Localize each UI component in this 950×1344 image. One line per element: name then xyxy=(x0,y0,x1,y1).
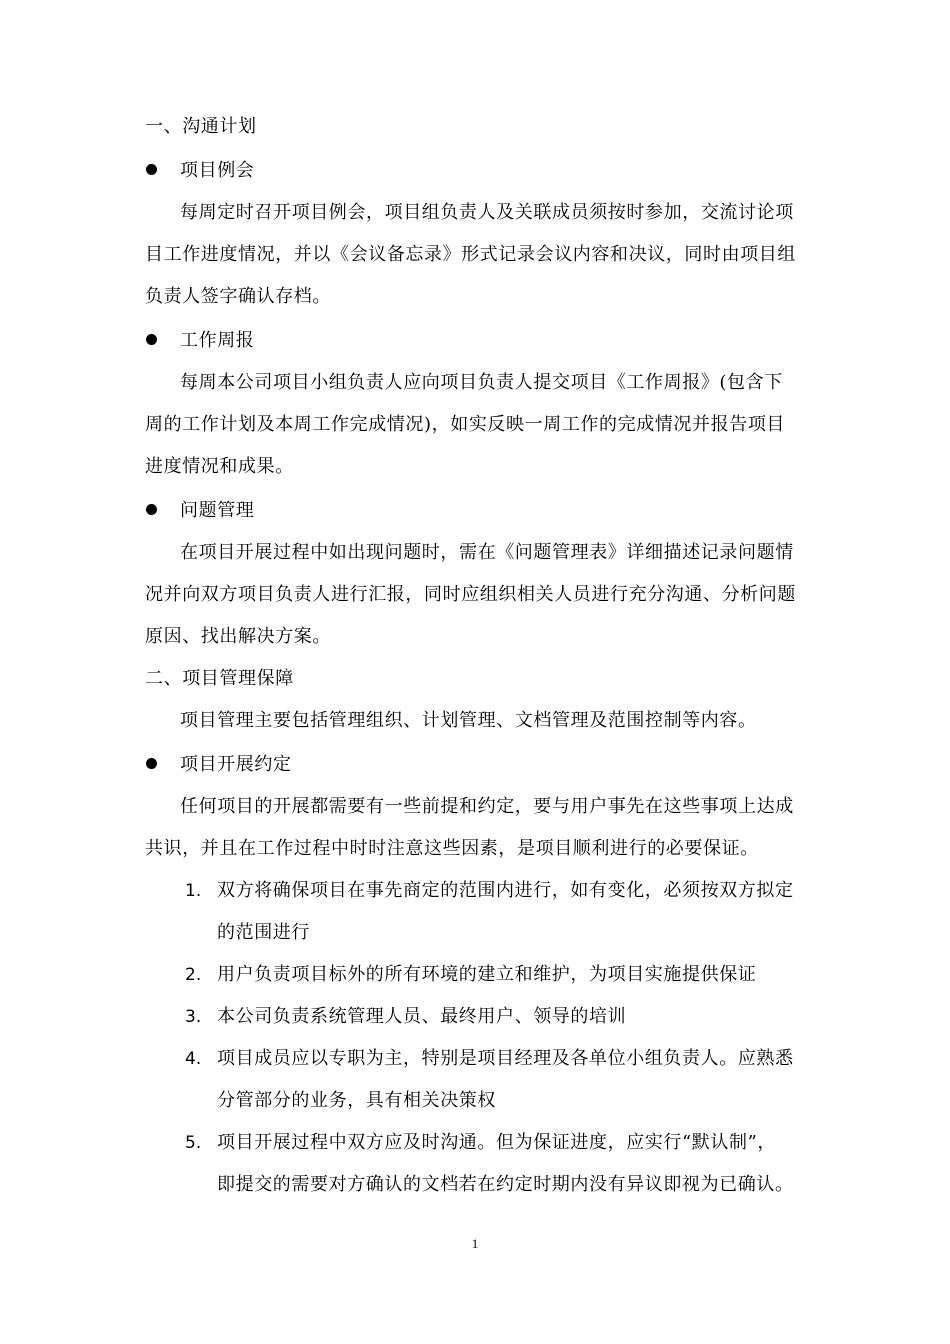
paragraph-line: 共识，并且在工作过程中时时注意这些因素，是项目顺利进行的必要保证。 xyxy=(145,838,759,859)
list-number: 5. xyxy=(185,1133,202,1153)
paragraph-line: 周的工作计划及本周工作完成情况)，如实反映一周工作的完成情况并报告项目 xyxy=(145,414,786,435)
paragraph-line: 原因、找出解决方案。 xyxy=(145,626,331,647)
bullet-dot-icon xyxy=(146,334,157,345)
bullet-dot-icon xyxy=(146,758,157,769)
list-number: 3. xyxy=(185,1007,202,1027)
list-item-line: 的范围进行 xyxy=(217,922,310,943)
list-number: 4. xyxy=(185,1049,202,1069)
list-item-line: 项目成员应以专职为主，特别是项目经理及各单位小组负责人。应熟悉 xyxy=(217,1048,794,1069)
list-item-line: 用户负责项目标外的所有环境的建立和维护，为项目实施提供保证 xyxy=(217,964,757,985)
paragraph-line: 任何项目的开展都需要有一些前提和约定，要与用户事先在这些事项上达成 xyxy=(180,796,794,817)
page-number: 1 xyxy=(471,1236,479,1251)
paragraph-line: 目工作进度情况，并以《会议备忘录》形式记录会议内容和决议，同时由项目组 xyxy=(145,244,796,265)
paragraph-line: 负责人签字确认存档。 xyxy=(145,286,331,307)
section-heading-project-management: 二、项目管理保障 xyxy=(145,668,294,689)
bullet-heading-issue-management: 问题管理 xyxy=(180,500,255,521)
list-number: 1. xyxy=(185,881,202,901)
bullet-heading-agreements: 项目开展约定 xyxy=(180,754,292,775)
bullet-dot-icon xyxy=(146,164,157,175)
bullet-heading-weekly-report: 工作周报 xyxy=(180,330,255,351)
paragraph-line: 每周本公司项目小组负责人应向项目负责人提交项目《工作周报》(包含下 xyxy=(180,372,783,393)
paragraph-line: 进度情况和成果。 xyxy=(145,456,294,477)
list-item-line: 分管部分的业务，具有相关决策权 xyxy=(217,1090,496,1111)
paragraph-line: 每周定时召开项目例会，项目组负责人及关联成员须按时参加，交流讨论项 xyxy=(180,202,794,223)
section-heading-communication: 一、沟通计划 xyxy=(145,116,257,137)
list-item-line: 即提交的需要对方确认的文档若在约定时期内没有异议即视为已确认。 xyxy=(217,1174,794,1195)
paragraph-line: 况并向双方项目负责人进行汇报，同时应组织相关人员进行充分沟通、分析问题 xyxy=(145,584,796,605)
bullet-dot-icon xyxy=(146,504,157,515)
paragraph-line: 项目管理主要包括管理组织、计划管理、文档管理及范围控制等内容。 xyxy=(180,710,757,731)
bullet-heading-meeting: 项目例会 xyxy=(180,160,255,181)
list-number: 2. xyxy=(185,965,202,985)
list-item-line: 项目开展过程中双方应及时沟通。但为保证进度，应实行“默认制”， xyxy=(217,1132,777,1153)
list-item-line: 双方将确保项目在事先商定的范围内进行，如有变化，必须按双方拟定 xyxy=(217,880,794,901)
list-item-line: 本公司负责系统管理人员、最终用户、领导的培训 xyxy=(217,1006,627,1027)
paragraph-line: 在项目开展过程中如出现问题时，需在《问题管理表》详细描述记录问题情 xyxy=(180,542,794,563)
